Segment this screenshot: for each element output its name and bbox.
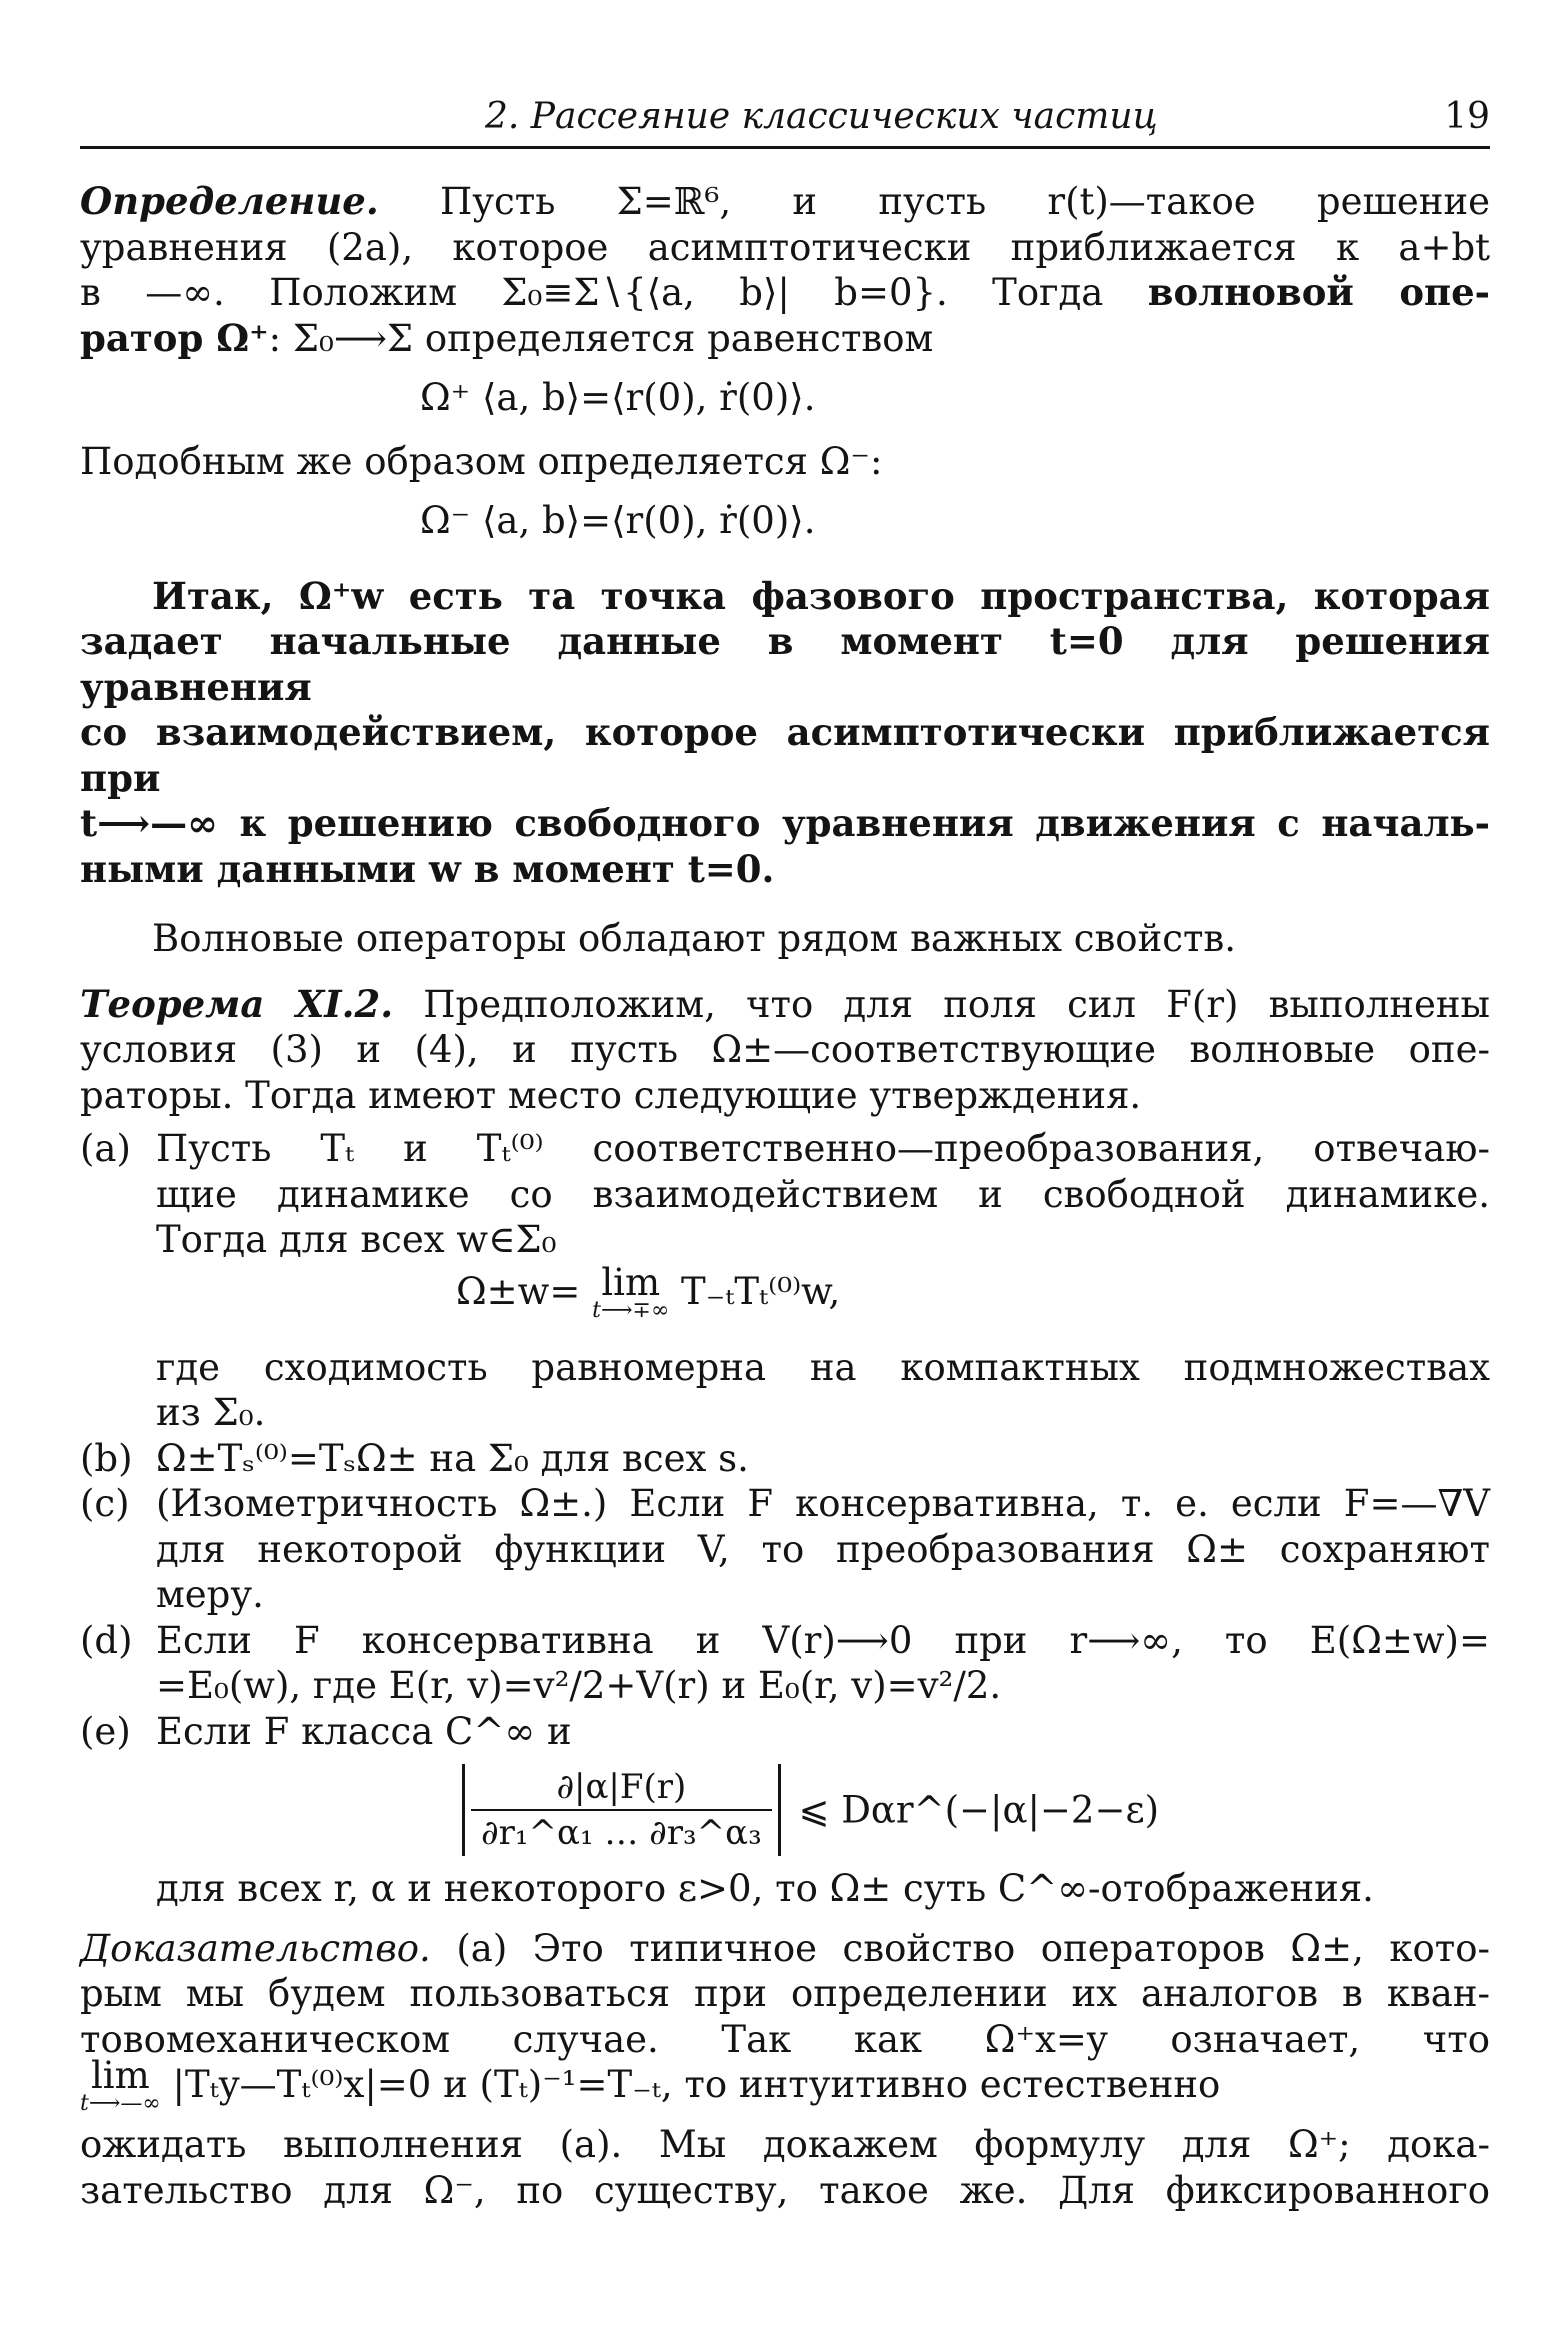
abs-bar-right <box>778 1764 781 1856</box>
item-d-line-1: Если F консервативна и V(r)⟶0 при r⟶∞, то E(Ω±w)= <box>156 1618 1490 1662</box>
item-a-eq-right: T₋ₜTₜ⁽⁰⁾w, <box>669 1269 841 1313</box>
proof-line-3: товомеханическом случае. Так как Ω⁺x=y означает, что <box>80 2017 1490 2061</box>
theorem <box>80 982 1490 1912</box>
item-b-line-1: Ω±Tₛ⁽⁰⁾=TₛΩ± на Σ₀ для всех s. <box>156 1436 749 1480</box>
proof-line-2: рым мы будем пользоваться при определении их аналогов в кван- <box>80 1972 1490 2015</box>
item-a-line-3: Тогда для всех w∈Σ₀ <box>156 1218 557 1261</box>
proof-line-6: зательство для Ω⁻, по существу, такое же. Для фиксированного <box>80 2168 1490 2212</box>
similar-text: Подобным же образом определяется Ω⁻: <box>80 439 883 483</box>
item-a-lim <box>592 1260 670 1325</box>
theorem-line-1 <box>80 982 1490 1028</box>
proof-line-4 <box>80 2054 1490 2122</box>
theorem-line-3: раторы. Тогда имеют место следующие утверждения. <box>80 1073 1142 1117</box>
item-a-lim-sub: t⟶∓∞ <box>592 1297 670 1323</box>
definition-line-3 <box>80 270 1490 316</box>
item-c-line-1: (Изометричность Ω±.) Если F консервативна, т. е. если F=—∇V <box>156 1482 1490 1525</box>
page <box>80 96 1490 2213</box>
item-c-marker: (c) <box>80 1482 130 1525</box>
item-a-lim-word: lim <box>601 1260 661 1304</box>
header-title: 2. Рассеяние классических частиц <box>485 96 1158 137</box>
summary-line-5: ными данными w в момент t=0. <box>80 846 775 891</box>
fraction-denominator: ∂r₁^α₁ … ∂r₃^α₃ <box>481 1813 762 1853</box>
summary-paragraph <box>80 574 1490 893</box>
proof-line-1 <box>80 1926 1490 1972</box>
proof-text-4: |Tₜy—Tₜ⁽⁰⁾x|=0 и (Tₜ)⁻¹=T₋ₜ, то интуитивно естественно <box>160 2063 1221 2106</box>
item-e-line-1: Если F класса C^∞ и <box>156 1709 572 1753</box>
summary-line-3: со взаимодействием, которое асимптотически приближается при <box>80 710 1490 800</box>
item-a-eq-left: Ω±w= <box>456 1269 593 1313</box>
similar-equation: Ω⁻ ⟨a, b⟩=⟨r(0), ṙ(0)⟩. <box>420 499 816 542</box>
derivative-fraction <box>471 1765 772 1855</box>
abs-bar-left <box>462 1764 465 1856</box>
item-a-marker: (a) <box>80 1127 131 1170</box>
theorem-item-a <box>80 1126 1490 1436</box>
definition-equation: Ω⁺ ⟨a, b⟩=⟨r(0), ṙ(0)⟩. <box>420 376 816 419</box>
proof <box>80 1926 1490 2214</box>
proof-text-1: (а) Это типичное свойство операторов Ω±, кото- <box>430 1926 1490 1970</box>
definition-line-4 <box>80 316 1490 362</box>
item-a-equation <box>456 1260 1490 1339</box>
definition <box>80 179 1490 421</box>
properties-text: Волновые операторы обладают рядом важных свойств. <box>152 917 1237 960</box>
item-c-line-2: для некоторой функции V, то преобразования Ω± сохраняют <box>156 1527 1490 1571</box>
item-b-marker: (b) <box>80 1436 133 1480</box>
definition-bold-4a: ратор Ω⁺ <box>80 315 269 360</box>
theorem-item-e <box>80 1709 1490 1912</box>
item-e-marker: (e) <box>80 1709 131 1753</box>
definition-bold-3b: волновой опе- <box>1147 270 1490 314</box>
proof-lim-sub: t⟶—∞ <box>80 2091 161 2116</box>
definition-text-4b: : Σ₀⟶Σ определяется равенством <box>268 316 934 360</box>
proof-term: Доказательство. <box>80 1926 431 1970</box>
running-header <box>80 96 1490 149</box>
item-a-line-5: из Σ₀. <box>156 1391 266 1434</box>
theorem-item-d <box>80 1618 1490 1709</box>
item-d-marker: (d) <box>80 1618 133 1662</box>
inequality-rhs: ⩽ Dαr^(−|α|−2−ε) <box>798 1788 1160 1832</box>
fraction-numerator: ∂|α|F(r) <box>471 1765 772 1811</box>
item-a-line-4: где сходимость равномерна на компактных подмножествах <box>156 1345 1490 1389</box>
proof-line-5: ожидать выполнения (а). Мы докажем формулу для Ω⁺; дока- <box>80 2123 1490 2166</box>
theorem-item-b <box>80 1436 1490 1482</box>
item-a-line-2: щие динамике со взаимодействием и свободной динамике. <box>156 1172 1490 1216</box>
definition-text-3a: в —∞. Положим Σ₀≡Σ∖{⟨a, b⟩| b=0}. Тогда <box>80 271 1148 314</box>
theorem-text-1: Предположим, что для поля сил F(r) выполнены <box>393 982 1490 1026</box>
item-c-line-3: меру. <box>156 1573 264 1616</box>
definition-term: Определение. <box>80 179 379 223</box>
theorem-item-c <box>80 1481 1490 1618</box>
item-e-line-2: для всех r, α и некоторого ε>0, то Ω± суть C^∞-отображения. <box>156 1867 1374 1910</box>
summary-line-1: Итак, Ω⁺w есть та точка фазового пространства, которая <box>152 573 1490 618</box>
summary-line-2: задает начальные данные в момент t=0 для решения уравнения <box>80 619 1490 709</box>
page-number: 19 <box>1444 96 1490 137</box>
similar-block <box>80 439 1490 544</box>
definition-line-2: уравнения (2а), которое асимптотически приближается к a+bt <box>80 225 1490 269</box>
proof-lim <box>80 2054 161 2118</box>
item-e-inequality <box>456 1764 1490 1856</box>
proof-lim-word: lim <box>90 2054 150 2097</box>
definition-text-1: Пусть Σ=ℝ⁶, и пусть r(t)—такое решение <box>378 180 1490 223</box>
definition-line-1 <box>80 179 1490 225</box>
theorem-line-2: условия (3) и (4), и пусть Ω±—соответствующие волновые опе- <box>80 1028 1490 1071</box>
item-a-line-1: Пусть Tₜ и Tₜ⁽⁰⁾ соответственно—преобразования, отвечаю- <box>156 1127 1490 1170</box>
theorem-term: Теорема XI.2. <box>80 981 394 1026</box>
item-d-line-2: =E₀(w), где E(r, v)=v²/2+V(r) и E₀(r, v)=v²/2. <box>156 1664 1002 1707</box>
summary-line-4: t⟶—∞ к решению свободного уравнения движения с началь- <box>80 801 1490 845</box>
